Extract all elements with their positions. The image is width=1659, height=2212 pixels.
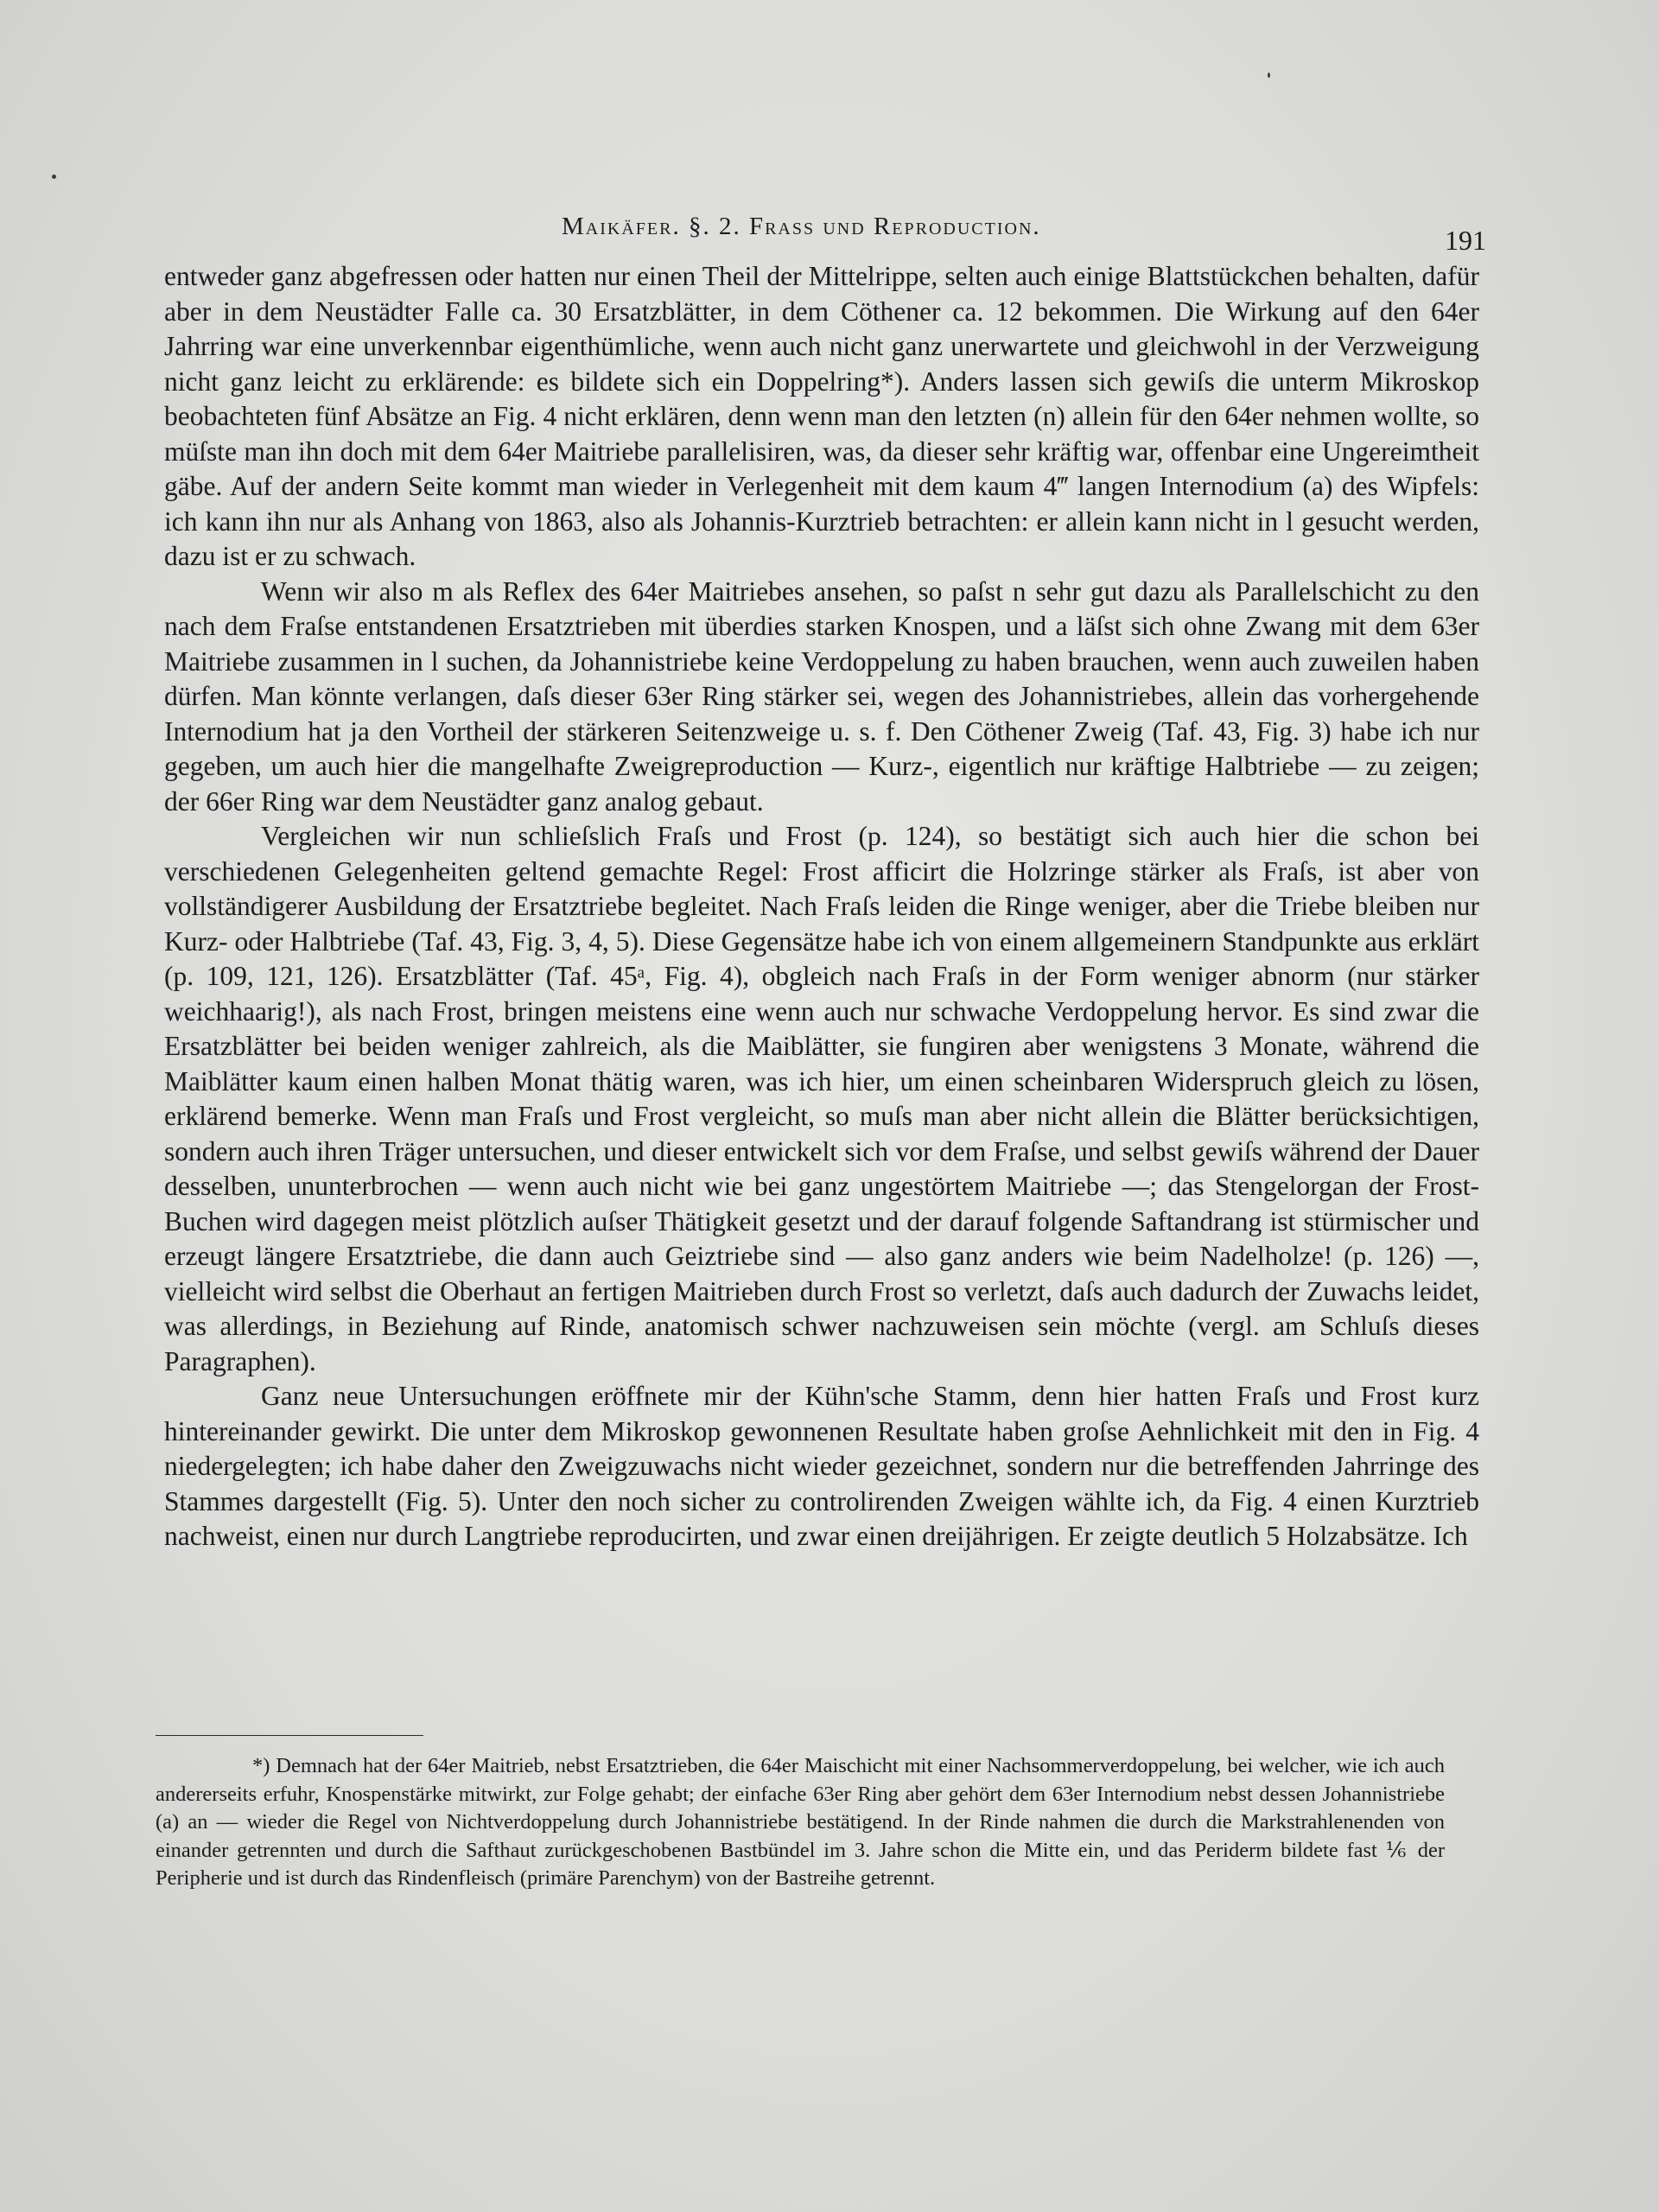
running-head-title: Maikäfer. §. 2. Frass und Reproduction. bbox=[562, 213, 1041, 240]
footnote: *) Demnach hat der 64er Maitrieb, nebst Ersatztrieben, die 64er Maischicht mit einer Nachsommerverdoppelung, bei welcher, wie ich auch andererseits erfuhr, Knospenstärke mitwirkt, zur Folge gehabt; der einfache 63er Ring aber gehört dem 63er Internodium nebst dessen Johannistriebe (a) an — wieder die Regel von Nichtverdoppelung durch Johannistriebe bestätigend. In der Rinde nahmen die durch die Markstrahlenenden von einander getrennten und durch die Safthaut zurückgeschobenen Bastbündel im 3. Jahre schon die Mitte ein, und das Periderm bildete fast ⅙ der Peripherie und ist durch das Rindenfleisch (primäre Parenchym) von der Bastreihe getrennt. bbox=[156, 1754, 1445, 1890]
print-speck bbox=[1268, 73, 1270, 78]
paragraph: Ganz neue Untersuchungen eröffnete mir der Kühn'sche Stamm, denn hier hatten Fraſs und Frost kurz hintereinander gewirkt. Die unter dem Mikroskop gewonnenen Resultate haben groſse Aehnlichkeit mit den in Fig. 4 niedergelegten; ich habe daher den Zweigzuwachs nicht wieder gezeichnet, sondern nur die betreffenden Jahrringe des Stammes dargestellt (Fig. 5). Unter den noch sicher zu controlirenden Zweigen wählte ich, da Fig. 4 einen Kurztrieb nachweist, einen nur durch Langtriebe reproducirten, und zwar einen dreijährigen. Er zeigte deutlich 5 Holzabsätze. Ich bbox=[164, 1381, 1479, 1551]
footnote-divider bbox=[156, 1735, 423, 1736]
paragraph: entweder ganz abgefressen oder hatten nur einen Theil der Mittelrippe, selten auch einige Blattstückchen behalten, dafür aber in dem Neustädter Falle ca. 30 Ersatzblätter, in dem Cöthener ca. 12 bekommen. Die Wirkung auf den 64er Jahrring war eine unverkennbar eigenthümliche, wenn auch nicht ganz unerwartete und gleichwohl in der Verzweigung nicht ganz leicht zu erklärende: es bildete sich ein Doppelring*). Anders lassen sich gewiſs die unterm Mikroskop beobachteten fünf Absätze an Fig. 4 nicht erklären, denn wenn man den letzten (n) allein für den 64er nehmen wollte, so müſste man ihn doch mit dem 64er Maitriebe parallelisiren, was, da dieser sehr kräftig war, offenbar eine Ungereimtheit gäbe. Auf der andern Seite kommt man wieder in Verlegenheit mit dem kaum 4‴ langen Internodium (a) des Wipfels: ich kann ihn nur als Anhang von 1863, also als Johannis-Kurztrieb betrachten: er allein kann nicht in l gesucht werden, dazu ist er zu schwach. bbox=[164, 261, 1479, 571]
running-head bbox=[156, 206, 1486, 257]
paragraph: Wenn wir also m als Reflex des 64er Maitriebes ansehen, so paſst n sehr gut dazu als Parallelschicht zu den nach dem Fraſse entstandenen Ersatztrieben mit überdies starken Knospen, und a läſst sich ohne Zwang mit dem 63er Maitriebe zusammen in l suchen, da Johannistriebe keine Verdoppelung zu haben brauchen, wenn auch zuweilen haben dürfen. Man könnte verlangen, daſs dieser 63er Ring stärker sei, wegen des Johannistriebes, allein das vorhergehende Internodium hat ja den Vortheil der stärkeren Seitenzweige u. s. f. Den Cöthener Zweig (Taf. 43, Fig. 3) habe ich nur gegeben, um auch hier die mangelhafte Zweigreproduction — Kurz-, eigentlich nur kräftige Halbtriebe — zu zeigen; der 66er Ring war dem Neustädter ganz analog gebaut. bbox=[164, 575, 1479, 817]
paragraph: Vergleichen wir nun schlieſslich Fraſs und Frost (p. 124), so bestätigt sich auch hier die schon bei verschiedenen Gelegenheiten geltend gemachte Regel: Frost afficirt die Holzringe stärker als Fraſs, ist aber von vollständigerer Ausbildung der Ersatztriebe begleitet. Nach Fraſs leiden die Ringe weniger, aber die Triebe bleiben nur Kurz- oder Halbtriebe (Taf. 43, Fig. 3, 4, 5). Diese Gegensätze habe ich von einem allgemeinern Standpunkte aus erklärt (p. 109, 121, 126). Ersatzblätter (Taf. 45ᵃ, Fig. 4), obgleich nach Fraſs in der Form weniger abnorm (nur stärker weichhaarig!), als nach Frost, bringen meistens eine wenn auch nur schwache Verdoppelung hervor. Es sind zwar die Ersatzblätter bei beiden weniger zahlreich, als die Maiblätter, sie fungiren aber wenigstens 3 Monate, während die Maiblätter kaum einen halben Monat thätig waren, was ich hier, um einen scheinbaren Widerspruch gleich zu lösen, erklärend bemerke. Wenn man Fraſs und Frost vergleicht, so muſs man aber nicht allein die Blätter berücksichtigen, sondern auch ihren Träger untersuchen, und dieser entwickelt sich vor dem Fraſse, und selbst gewiſs während der Dauer desselben, ununterbrochen — wenn auch nicht wie bei ganz ungestörtem Maitriebe —; das Stengelorgan der Frost-Buchen wird dagegen meist plötzlich auſser Thätigkeit gesetzt und der darauf folgende Saftandrang ist stürmischer und erzeugt längere Ersatztriebe, die dann auch Geiztriebe sind — also ganz anders wie beim Nadelholze! (p. 126) —, vielleicht wird selbst die Oberhaut an fertigen Maitrieben durch Frost so verletzt, daſs auch dadurch der Zuwachs leidet, was allerdings, in Beziehung auf Rinde, anatomisch schwer nachzuweisen sein möchte (vergl. am Schluſs dieses Paragraphen). bbox=[164, 821, 1479, 1376]
print-speck bbox=[52, 175, 56, 179]
body-text bbox=[164, 259, 1479, 1554]
page-number: 191 bbox=[1445, 225, 1486, 256]
